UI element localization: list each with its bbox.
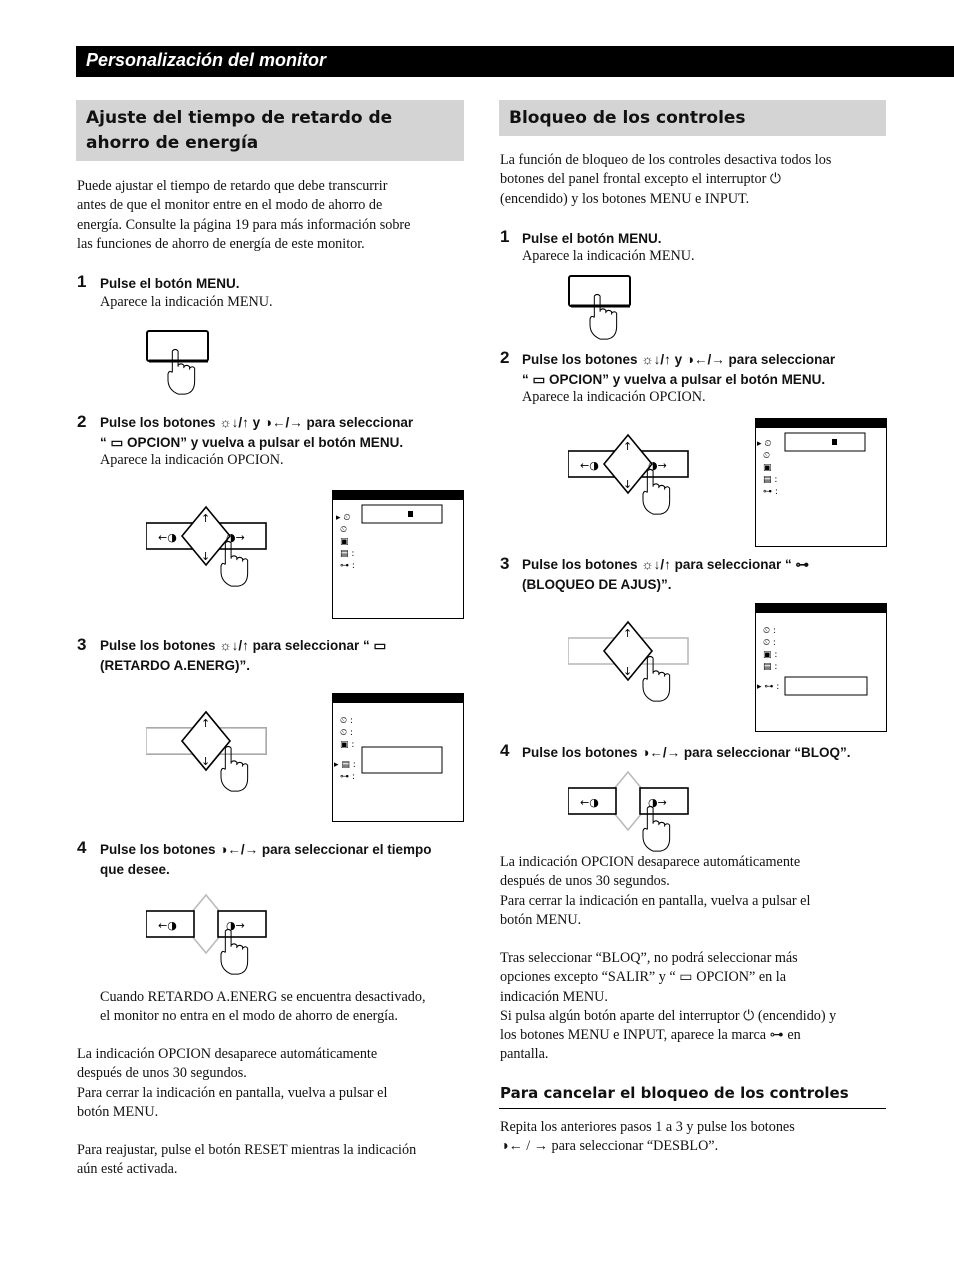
svg-text:▸ ⏲: ▸ ⏲ bbox=[757, 439, 772, 449]
step-text: Pulse los botones ☼↓/↑ para seleccionar “ ▭ (RETARDO A.ENERG)”. bbox=[100, 638, 387, 673]
svg-text:⊶ :: ⊶ : bbox=[763, 487, 778, 497]
svg-text:↓: ↓ bbox=[623, 478, 633, 491]
svg-text:←◑: ←◑ bbox=[580, 796, 599, 809]
svg-text:▸ ▤ :: ▸ ▤ : bbox=[334, 760, 356, 770]
svg-text:▸ ⊶ :: ▸ ⊶ : bbox=[757, 682, 780, 692]
control-pad-illustration bbox=[146, 505, 276, 590]
step-text: Pulse los botones ◑←/→ para seleccionar el tiempo que desee. bbox=[100, 842, 432, 877]
svg-text:↑: ↑ bbox=[623, 627, 633, 640]
svg-text:▣ :: ▣ : bbox=[340, 740, 355, 750]
svg-text:▸ ⏲: ▸ ⏲ bbox=[336, 513, 351, 523]
left-outro-2: Para reajustar, pulse el botón RESET mientras la indicación aún esté activada. bbox=[77, 1142, 417, 1178]
svg-text:↑: ↑ bbox=[201, 717, 211, 730]
right-outro-1: La indicación OPCION desaparece automáticamente después de unos 30 segundos. Para cerrar la indicación en pantalla, vuelva a pulsar el botón MENU. bbox=[500, 854, 811, 928]
step-text: Pulse el botón MENU. bbox=[100, 276, 240, 291]
svg-text:▤ :: ▤ : bbox=[340, 549, 355, 559]
svg-text:↓: ↓ bbox=[201, 550, 211, 563]
step-subtext: Aparece la indicación OPCION. bbox=[100, 452, 284, 468]
svg-text:◑→: ◑→ bbox=[226, 919, 245, 932]
svg-text:⏲ :: ⏲ : bbox=[340, 716, 353, 726]
step-number: 3 bbox=[77, 635, 87, 654]
left-heading: Ajuste del tiempo de retardo de ahorro de energía bbox=[76, 100, 464, 161]
svg-text:←◑: ←◑ bbox=[580, 459, 599, 472]
svg-text:▤ :: ▤ : bbox=[763, 475, 778, 485]
left-outro-1: La indicación OPCION desaparece automáticamente después de unos 30 segundos. Para cerrar la indicación en pantalla, vuelva a pulsar el botón MENU. bbox=[77, 1046, 388, 1120]
svg-text:↓: ↓ bbox=[201, 755, 211, 768]
step-subtext: Aparece la indicación MENU. bbox=[522, 248, 695, 264]
control-pad-illustration bbox=[146, 710, 276, 795]
step-number: 2 bbox=[77, 412, 87, 431]
cancel-text: Repita los anteriores pasos 1 a 3 y pulse los botones ◑← / → para seleccionar “DESBLO”. bbox=[500, 1119, 795, 1155]
step-number: 4 bbox=[77, 838, 87, 857]
control-pad-illustration bbox=[568, 770, 698, 855]
step-number: 3 bbox=[500, 554, 510, 573]
svg-text:↑: ↑ bbox=[623, 440, 633, 453]
left-intro: Puede ajustar el tiempo de retardo que debe transcurrir antes de que el monitor entre en el modo de ahorro de energía. Consulte la página 19 para más información sobre las funciones de ahorro de energía de este monitor. bbox=[77, 178, 411, 252]
svg-text:▣: ▣ bbox=[763, 463, 772, 473]
step-text: Pulse los botones ☼↓/↑ para seleccionar “ ⊶ (BLOQUEO DE AJUS)”. bbox=[522, 557, 809, 592]
svg-text:◑→: ◑→ bbox=[226, 531, 245, 544]
step-number: 1 bbox=[77, 272, 87, 291]
svg-text:▣: ▣ bbox=[340, 537, 349, 547]
svg-text:◑→: ◑→ bbox=[648, 796, 667, 809]
right-intro: La función de bloqueo de los controles desactiva todos los botones del panel frontal excepto el interruptor ⏻ (encendido) y los botones MENU e INPUT. bbox=[500, 152, 832, 207]
right-outro-2: Tras seleccionar “BLOQ”, no podrá seleccionar más opciones excepto “SALIR” y “ ▭ OPCION” en la indicación MENU. Si pulsa algún botón aparte del interruptor ⏻ (encendido) y los botones MENU e INPUT, aparece la marca ⊶ en pantalla. bbox=[500, 950, 837, 1063]
svg-text:▣ :: ▣ : bbox=[763, 650, 778, 660]
svg-text:↑: ↑ bbox=[201, 512, 211, 525]
svg-text:◑→: ◑→ bbox=[648, 459, 667, 472]
svg-text:⏲ :: ⏲ : bbox=[763, 638, 776, 648]
subheading-rule bbox=[499, 1108, 886, 1109]
step-subtext: Aparece la indicación MENU. bbox=[100, 294, 273, 310]
osd-screen-illustration bbox=[332, 490, 464, 620]
svg-text:⊶ :: ⊶ : bbox=[340, 772, 355, 782]
svg-text:⏲ :: ⏲ : bbox=[763, 626, 776, 636]
osd-screen-illustration bbox=[755, 603, 887, 733]
step-text: Pulse el botón MENU. bbox=[522, 231, 662, 246]
step-text: Pulse los botones ☼↓/↑ y ◑←/→ para seleccionar “ ▭ OPCION” y vuelva a pulsar el botón MENU. bbox=[100, 415, 414, 450]
svg-text:←◑: ←◑ bbox=[158, 919, 177, 932]
svg-text:⏲: ⏲ bbox=[340, 525, 348, 535]
svg-text:←◑: ←◑ bbox=[158, 531, 177, 544]
step-subtext: Aparece la indicación OPCION. bbox=[522, 389, 706, 405]
menu-button-illustration bbox=[146, 330, 216, 400]
svg-text:▤ :: ▤ : bbox=[763, 662, 778, 672]
banner-title: Personalización del monitor bbox=[86, 50, 327, 70]
cancel-subheading: Para cancelar el bloqueo de los controles bbox=[500, 1084, 849, 1102]
step-text: Pulse los botones ◑←/→ para seleccionar “BLOQ”. bbox=[522, 745, 851, 760]
control-pad-illustration bbox=[146, 893, 276, 978]
step-number: 4 bbox=[500, 741, 510, 760]
svg-text:↓: ↓ bbox=[623, 665, 633, 678]
control-pad-illustration bbox=[568, 433, 698, 518]
control-pad-illustration bbox=[568, 620, 698, 705]
menu-button-illustration bbox=[568, 275, 638, 345]
svg-text:⏲ :: ⏲ : bbox=[340, 728, 353, 738]
osd-screen-illustration bbox=[332, 693, 464, 823]
step-text: Pulse los botones ☼↓/↑ y ◑←/→ para seleccionar “ ▭ OPCION” y vuelva a pulsar el botón MENU. bbox=[522, 352, 836, 387]
svg-text:⏲: ⏲ bbox=[763, 451, 771, 461]
section-banner bbox=[76, 46, 954, 77]
left-note: Cuando RETARDO A.ENERG se encuentra desactivado, el monitor no entra en el modo de ahorro de energía. bbox=[100, 989, 426, 1025]
step-number: 1 bbox=[500, 227, 510, 246]
osd-screen-illustration bbox=[755, 418, 887, 548]
svg-text:⊶ :: ⊶ : bbox=[340, 561, 355, 571]
step-number: 2 bbox=[500, 348, 510, 367]
right-heading: Bloqueo de los controles bbox=[499, 100, 886, 136]
